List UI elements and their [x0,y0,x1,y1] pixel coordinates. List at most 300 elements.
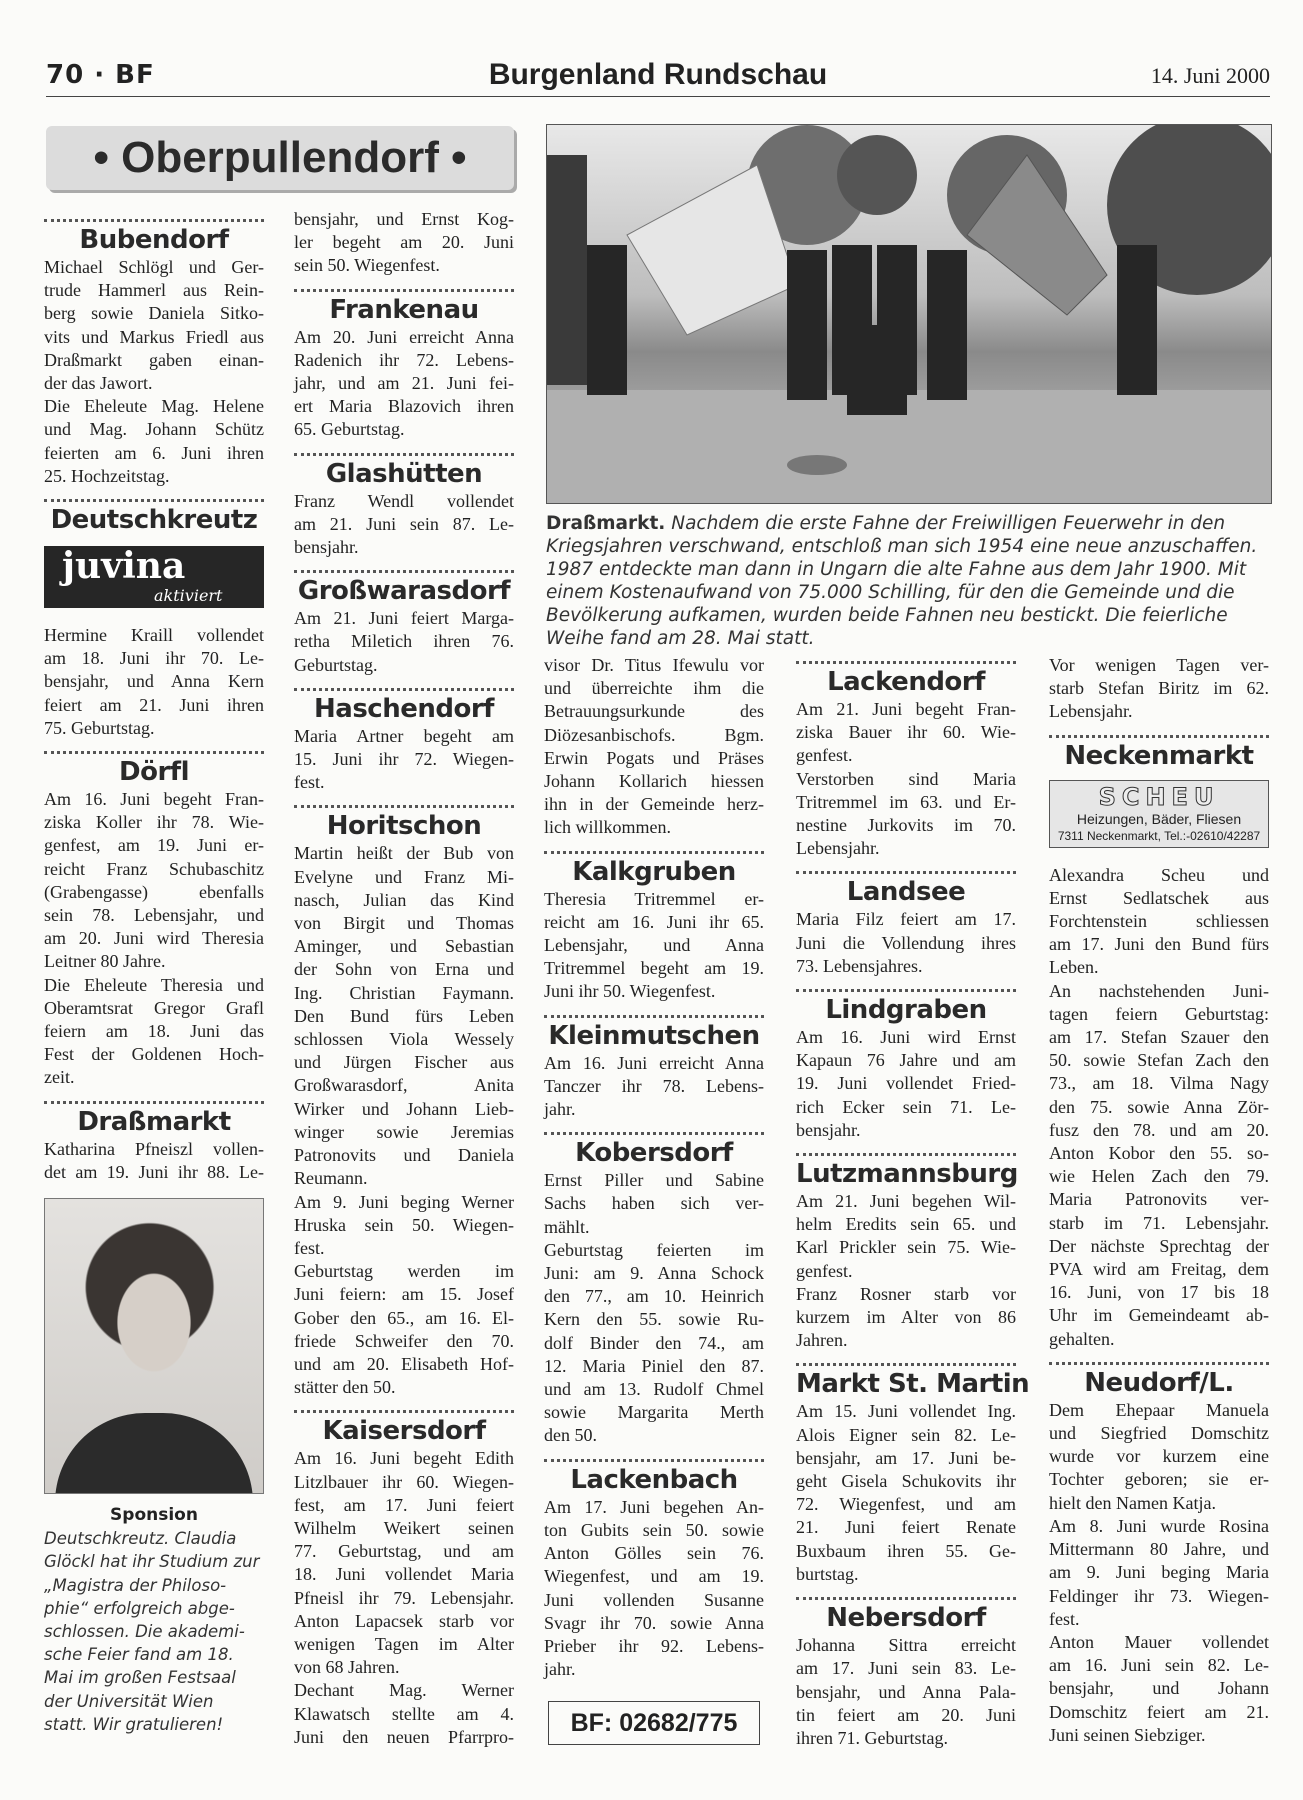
photo-illustration [547,125,1271,503]
text-line: genfest. [796,1260,853,1281]
text-line: det am 19. Juni ihr 88. Le- [44,1161,264,1182]
text-line: feiern am 18. Juni das [44,1021,264,1042]
news-paragraph [44,256,264,395]
news-paragraph [44,624,264,740]
text-line: bensjahr. [796,1119,861,1140]
news-paragraph [796,1634,1016,1750]
portrait-caption-line: der Universität Wien [44,1691,214,1711]
text-line: fest. [294,772,325,793]
text-line: am 18. Juni ihr 70. Le- [44,648,264,669]
text-line: Kapaun 76 Jahre und am [796,1050,1016,1071]
text-line: jahr, und am 21. Juni fei- [294,373,514,394]
text-line: fest. [294,1237,325,1258]
text-line: jahr. [544,1099,576,1120]
text-line: nasch, Julian das Kind [294,889,514,910]
text-line: den 75. sowie Anna Zör- [1049,1096,1269,1117]
text-line: Juni vollenden Susanne [544,1589,764,1610]
text-line: Am 8. Juni wurde Rosina [1049,1515,1269,1536]
text-line: Am 17. Juni begehen An- [544,1496,764,1517]
text-line: Mittermann 80 Jahre, und [1049,1539,1269,1560]
text-line: Johanna Sittra erreicht [796,1635,1016,1656]
locality-heading: Frankenau [329,294,479,325]
text-line: Feldinger ihr 73. Wiegen- [1049,1585,1269,1606]
text-line: und Siegfried Domschitz [1049,1423,1269,1444]
text-line: Tritremmel begeht am 19. [544,958,764,979]
locality-heading: Glashütten [325,458,483,489]
news-paragraph [544,1169,764,1239]
text-line: wurde vor kurzem eine [1049,1446,1269,1467]
text-line: Svagr ihr 70. sowie Anna [544,1612,764,1633]
text-line: reicht Franz Schubaschitz [44,858,264,879]
locality-heading: Deutschkreutz [50,505,258,536]
text-line: Hermine Kraill vollendet [44,625,264,646]
text-line: gehalten. [1049,1328,1115,1349]
text-line: Verstorben sind Maria [796,768,1016,789]
text-line: bensjahr, am 17. Juni be- [796,1447,1016,1468]
text-line: ihren 71. Geburtstag. [796,1727,948,1748]
text-line: tagen feiern Geburtstag: [1049,1003,1269,1024]
text-line: Großwarasdorf, Anita [294,1075,514,1096]
column-1 [44,208,264,1736]
news-paragraph [294,1447,514,1679]
text-line: Evelyne und Franz Mi- [294,866,514,887]
text-line: Dem Ehepaar Manuela [1049,1399,1269,1420]
news-paragraph [796,698,1016,768]
text-line: Geburtstag feierten im [544,1239,764,1260]
text-line: den 77., am 10. Heinrich [544,1286,764,1307]
text-line: Anton Gölles sein 76. [544,1543,764,1564]
text-line: berg sowie Daniela Sitko- [44,303,264,324]
text-line: Maria Patronovits ver- [1049,1189,1269,1210]
text-line: bensjahr, und Anna Kern [44,671,264,692]
text-line: nestine Jurkovits im 70. [796,815,1016,836]
text-line: Aminger, und Sebastian [294,936,514,957]
news-paragraph [796,908,1016,978]
news-paragraph [1049,1515,1269,1631]
text-line: Tritremmel im 63. und Er- [796,791,1016,812]
portrait-shoulders [55,1413,253,1494]
portrait-caption-line: Mai im großen Festsaal [44,1668,236,1688]
text-line: Juni: am 9. Anna Schock [544,1263,764,1284]
dotted-separator [294,679,514,691]
text-line: helm Eredits sein 65. und [796,1214,1016,1235]
text-line: 18. Juni vollendet Maria [294,1564,514,1585]
text-line: 65. Geburtstag. [294,419,405,440]
column-3 [544,654,764,1745]
text-line: Radenich ihr 72. Lebens- [294,349,514,370]
locality-heading: Draßmarkt [77,1106,231,1137]
text-line: Maria Filz feiert am 17. [796,909,1016,930]
dotted-separator [796,652,1016,664]
dotted-separator [1049,726,1269,738]
text-line: PVA wird am Freitag, dem [1049,1259,1269,1280]
text-line: Fest der Goldenen Hoch- [44,1044,264,1065]
text-line: und Mag. Johann Schütz [44,419,264,440]
text-line: Wilhelm Weikert seinen [294,1517,514,1538]
text-line: kurzem im Alter von 86 [796,1307,1016,1328]
news-paragraph [1049,1399,1269,1515]
text-line: friede Schweifer den 70. [294,1330,514,1351]
page-header [46,58,1270,97]
dotted-separator [796,1144,1016,1156]
text-line: feierten am 6. Juni ihren [44,442,264,463]
text-line: Michael Schlögl und Ger- [44,257,264,277]
text-line: Am 16. Juni begeht Fran- [44,789,264,810]
scheu-advertisement [1049,780,1269,848]
portrait-caption-title: Sponsion [110,1505,198,1526]
text-line: Anton Kobor den 55. so- [1049,1143,1269,1164]
locality-heading: Lutzmannsburg [796,1159,1018,1190]
portrait-caption-line: phie“ erfolgreich abge- [44,1598,235,1618]
text-line: Uhr im Gemeindeamt ab- [1049,1305,1269,1326]
dotted-separator [294,561,514,573]
text-line: Juni seinen Siebziger. [1049,1724,1206,1745]
text-line: ziska Koller ihr 78. Wie- [44,812,264,833]
text-line: Juni die Vollendung ihres [796,932,1016,953]
text-line: Den Bund fürs Leben [294,1005,514,1026]
news-paragraph [1049,654,1269,724]
news-paragraph [294,842,514,1190]
portrait-caption-line: sche Feier fand am 18. [44,1645,234,1665]
text-line: (Grabengasse) ebenfalls [44,881,264,902]
locality-heading: Kleinmutschen [548,1020,760,1051]
news-paragraph [44,395,264,488]
news-paragraph [544,888,764,1004]
text-line: Juni den neuen Pfarrpro- [294,1726,514,1747]
text-line: Jahren. [796,1330,848,1351]
news-paragraph [44,974,264,1090]
locality-heading: Kalkgruben [572,856,736,887]
dotted-separator [796,1354,1016,1366]
news-paragraph [294,208,514,278]
text-line: Reumann. [294,1168,368,1189]
text-line: Tanczer ihr 78. Lebens- [544,1075,764,1096]
locality-heading: Markt St. Martin [796,1369,1030,1400]
dotted-separator [544,1450,764,1462]
caption-lead: Draßmarkt. [546,513,666,534]
locality-heading: Lackendorf [827,667,985,697]
text-line: Am 21. Juni feiert Marga- [294,608,514,629]
fire-brigade-flags-photo [546,124,1272,504]
locality-heading: Lackenbach [570,1464,738,1495]
text-line: wenigen Tagen im Alter [294,1633,514,1654]
text-line: Ernst Piller und Sabine [544,1170,764,1191]
text-line: Lebensjahr, und Anna [544,935,764,956]
text-line: Katharina Pfneiszl vollen- [44,1138,264,1159]
news-paragraph [544,1496,764,1682]
text-line: schlossen Viola Wessely [294,1029,514,1050]
text-line: mählt. [544,1216,590,1237]
text-line: bensjahr. [294,537,359,558]
text-line: Der nächste Sprechtag der [1049,1235,1269,1256]
text-line: jahr. [544,1659,576,1680]
dotted-separator [294,796,514,808]
dotted-separator [44,1092,264,1104]
text-line: lich willkommen. [544,817,671,838]
text-line: bensjahr, und Ernst Kog- [294,209,514,229]
text-line: Alois Eigner sein 82. Le- [796,1424,1016,1445]
text-line: reicht am 16. Juni ihr 65. [544,911,764,932]
text-line: Draßmarkt gaben einan- [44,349,264,370]
text-line: Domschitz feiert am 21. [1049,1701,1269,1722]
text-line: rich Ecker sein 71. Le- [796,1096,1016,1117]
caption-text: Nachdem die erste Fahne der Freiwilligen Feuerwehr in den Kriegsjahren verschwand, entschloß man sich 1954 eine neue anzuschaffen. 1987 entdeckte man dann in Ungarn die alte Fahne aus dem Jahr 1900. Mit einem Kostenaufwand von 75.000 Schilling, für den die Gemeinde und die Bevölkerung aufkamen, wurden beide Fahnen neu bestickt. Die feierliche Weihe fand am 28. Mai statt. [546,513,1258,649]
text-line: und Jürgen Fischer aus [294,1052,514,1073]
ad-brand: SCHEU [1098,782,1220,811]
column-5 [1049,654,1269,1747]
text-line: fest. [1049,1608,1080,1629]
news-paragraph [44,1138,264,1184]
locality-heading: Nebersdorf [826,1603,986,1634]
text-line: Ing. Christian Faymann. [294,982,514,1003]
text-line: 73. Lebensjahres. [796,955,923,976]
news-paragraph [544,1052,764,1122]
locality-heading: Bubendorf [79,225,229,255]
portrait-caption-line: statt. Wir gratulieren! [44,1714,224,1734]
text-line: 75. Geburtstag. [44,717,155,738]
text-line: bensjahr, und Johann [1049,1678,1269,1699]
text-line: Dechant Mag. Werner [294,1680,514,1701]
newspaper-title: Burgenland Rundschau [488,58,828,91]
photo-caption [546,512,1270,650]
text-line: Oberamtsrat Gregor Grafl [44,997,264,1018]
dotted-separator [294,280,514,292]
text-line: vits und Markus Friedl aus [44,326,264,347]
news-paragraph [294,1679,514,1749]
locality-heading: Lindgraben [825,995,987,1026]
ad-brand: juvina [62,545,186,588]
text-line: zeit. [44,1067,75,1088]
news-paragraph [1049,980,1269,1351]
text-line: Patronovits und Daniela [294,1145,514,1166]
text-line: ziska Bauer ihr 60. Wie- [796,722,1016,743]
text-line: 16. Juni, von 17 bis 18 [1049,1282,1269,1303]
text-line: Am 9. Juni beging Werner [294,1191,514,1212]
text-line: der Sohn von Erna und [294,959,514,980]
text-line: Am 16. Juni erreicht Anna [544,1052,764,1073]
text-line: 73., am 18. Vilma Nagy [1049,1073,1269,1094]
dotted-separator [294,1401,514,1413]
text-line: am 21. Juni sein 87. Le- [294,513,514,534]
text-line: starb im 71. Lebensjahr. [1049,1212,1269,1233]
text-line: genfest. [796,745,853,766]
text-line: Martin heißt der Bub von [294,843,514,864]
text-line: Juni ihr 50. Wiegenfest. [544,981,716,1002]
text-line: dolf Binder den 74., am [544,1332,764,1353]
dotted-separator [544,1123,764,1135]
text-line: retha Miletich ihren 76. [294,631,514,652]
locality-heading: Horitschon [326,811,482,842]
text-line: Pfneisl ihr 79. Lebensjahr. [294,1587,514,1608]
locality-heading: Neudorf/L. [1084,1367,1234,1398]
text-line: Die Eheleute Theresia und [44,974,264,995]
text-line: Anton Lapacsek starb vor [294,1610,514,1631]
text-line: ton Gubits sein 50. sowie [544,1519,764,1540]
text-line: Leben. [1049,957,1099,978]
text-line: bensjahr, und Anna Pala- [796,1681,1016,1702]
text-line: Forchtenstein schliessen [1049,911,1269,932]
text-line: Lebensjahr. [1049,701,1133,722]
portrait-caption-line: „Magistra der Philoso- [44,1575,227,1595]
text-line: ihn in der Gemeinde herz- [544,794,764,815]
text-line: Geburtstag werden im [294,1261,514,1282]
text-line: Wiegenfest, und am 19. [544,1566,764,1587]
news-paragraph [796,768,1016,861]
text-line: tin feiert am 20. Juni [796,1704,1016,1725]
portrait-caption-line: schlossen. Die akademi- [44,1621,245,1641]
text-line: fest, am 17. Juni feiert [294,1494,514,1515]
text-line: winger sowie Jeremias [294,1121,514,1142]
text-line: hielt den Namen Katja. [1049,1492,1216,1513]
text-line: Buxbaum ihren 55. Ge- [796,1540,1016,1561]
text-line: Hruska sein 50. Wiegen- [294,1214,514,1235]
text-line: Sachs haben sich ver- [544,1193,764,1214]
text-line: An nachstehenden Juni- [1049,980,1269,1001]
text-line: Tochter geboren; sie er- [1049,1469,1269,1490]
text-line: 72. Wiegenfest, und am [796,1494,1016,1515]
news-paragraph [44,788,264,974]
text-line: 21. Juni feiert Renate [796,1517,1016,1538]
text-line: Litzlbauer ihr 60. Wiegen- [294,1471,514,1492]
text-line: von Birgit und Thomas [294,913,514,934]
text-line: Juni feiern: am 15. Josef [294,1284,514,1305]
text-line: Am 16. Juni wird Ernst [796,1027,1016,1048]
text-line: und am 13. Rudolf Chmel [544,1379,764,1400]
news-paragraph [796,1400,1016,1586]
text-line: Franz Rosner starb vor [796,1283,1016,1304]
dotted-separator [544,842,764,854]
text-line: stätter den 50. [294,1377,396,1398]
dotted-separator [1049,1353,1269,1365]
text-line: sein 50. Wiegenfest. [294,255,440,276]
text-line: trude Hammerl aus Rein- [44,280,264,301]
text-line: Am 20. Juni erreicht Anna [294,326,514,347]
text-line: der das Jawort. [44,373,153,394]
text-line: burtstag. [796,1563,859,1584]
text-line: Anton Mauer vollendet [1049,1631,1269,1652]
locality-heading: Kaisersdorf [322,1416,486,1447]
text-line: sowie Margarita Merth [544,1402,764,1423]
text-line: Karl Prickler sein 75. Wie- [796,1237,1016,1258]
dotted-separator [44,490,264,502]
juvina-advertisement [44,546,264,608]
text-line: am 17. Stefan Szauer den [1049,1027,1269,1048]
text-line: Wirker und Johann Lieb- [294,1098,514,1119]
text-line: und am 20. Elisabeth Hof- [294,1353,514,1374]
text-line: Alexandra Scheu und [1049,864,1269,885]
dotted-separator [544,1006,764,1018]
text-line: Leitner 80 Jahre. [44,951,166,972]
text-line: visor Dr. Titus Ifewulu vor [544,655,764,675]
dotted-separator [796,980,1016,992]
news-paragraph [294,607,514,677]
news-paragraph [796,1026,1016,1142]
text-line: Am 21. Juni begehen Wil- [796,1191,1016,1212]
news-paragraph [796,1190,1016,1283]
page-number: 70 · BF [46,60,155,90]
news-paragraph [294,725,514,795]
news-paragraph [294,326,514,442]
ad-tagline: aktiviert [154,586,223,606]
news-paragraph [796,1283,1016,1353]
dotted-separator [796,1588,1016,1600]
text-line: feiert am 21. Juni ihren [44,694,264,715]
text-line: Ernst Sedlatschek aus [1049,887,1269,908]
dotted-separator [44,742,264,754]
text-line: geht Gisela Schukovits ihr [796,1471,1016,1492]
text-line: 77. Geburtstag, und am [294,1541,514,1562]
text-line: Betrauungsurkunde des [544,701,764,722]
column-4 [796,650,1030,1750]
text-line: Prieber ihr 92. Lebens- [544,1635,764,1656]
text-line: Johann Kollarich hiessen [544,771,764,792]
text-line: 15. Juni ihr 72. Wiegen- [294,749,514,770]
locality-heading: Dörfl [119,757,189,788]
text-line: sein 78. Lebensjahr, und [44,905,264,926]
text-line: wie Helen Zach den 79. [1049,1166,1269,1187]
news-paragraph [294,1260,514,1399]
text-line: Kern den 55. sowie Ru- [544,1309,764,1330]
text-line: Klawatsch stellte am 4. [294,1703,514,1724]
text-line: von 68 Jahren. [294,1657,400,1678]
text-line: Vor wenigen Tagen ver- [1049,655,1269,675]
news-paragraph [294,490,514,560]
ad-line2: 7311 Neckenmarkt, Tel.:-02610/42287 [1057,828,1261,843]
text-line: Franz Wendl vollendet [294,490,514,511]
text-line: Erwin Pogats und Präses [544,747,764,768]
locality-heading: Kobersdorf [575,1138,733,1169]
news-paragraph [544,1239,764,1448]
news-paragraph [1049,864,1269,980]
text-line: Lebensjahr. [796,838,880,859]
news-paragraph [544,654,764,840]
text-line: Diözesanbischofs. Bgm. [544,724,764,745]
text-line: Geburtstag. [294,654,378,675]
dotted-separator [44,210,264,222]
text-line: und überreichte ihm die [544,678,764,699]
portrait-caption-line: Deutschkreutz. Claudia [44,1529,237,1549]
bf-phone-box: BF: 02682/775 [548,1701,760,1745]
locality-heading: Haschendorf [314,693,494,724]
text-line: 50. sowie Stefan Zach den [1049,1050,1269,1071]
text-line: Am 15. Juni vollendet Ing. [796,1401,1016,1422]
text-line: Die Eheleute Mag. Helene [44,396,264,417]
text-line: starb Stefan Biritz im 62. [1049,678,1269,699]
portrait-caption-line: Glöckl hat ihr Studium zur [44,1552,260,1572]
text-line: am 16. Juni sein 82. Le- [1049,1655,1269,1676]
ad-line1: Heizungen, Bäder, Fliesen [1076,810,1242,827]
news-paragraph [1049,1631,1269,1747]
text-line: 25. Hochzeitstag. [44,465,170,486]
text-line: Am 16. Juni begeht Edith [294,1448,514,1469]
text-line: Gober den 65., am 16. El- [294,1307,514,1328]
dotted-separator [294,444,514,456]
news-paragraph [294,1191,514,1261]
text-line: am 20. Juni wird Theresia [44,928,264,949]
text-line: am 17. Juni den Bund fürs [1049,934,1269,955]
text-line: 12. Maria Piniel den 87. [544,1355,764,1376]
text-line: den 50. [544,1425,597,1446]
locality-heading: Landsee [846,877,966,908]
text-line: 19. Juni vollendet Fried- [796,1073,1016,1094]
issue-date: 14. Juni 2000 [1150,63,1270,88]
text-line: fusz den 78. und am 20. [1049,1119,1269,1140]
text-line: genfest, am 19. Juni er- [44,835,264,856]
locality-heading: Neckenmarkt [1064,740,1254,771]
text-line: Am 21. Juni begeht Fran- [796,699,1016,719]
text-line: Maria Artner begeht am [294,725,514,746]
text-line: Theresia Tritremmel er- [544,888,764,909]
